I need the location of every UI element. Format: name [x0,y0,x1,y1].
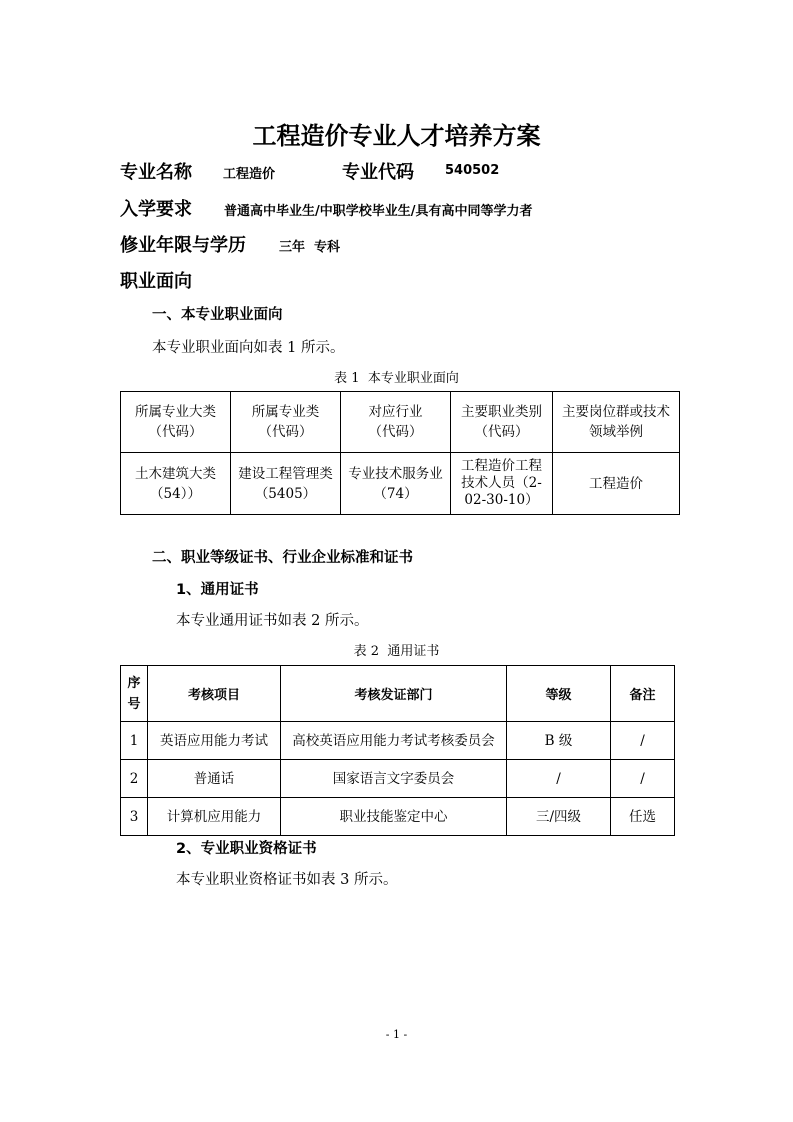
subsection-1-title: 1、通用证书 [176,582,259,598]
table-2-cell-item: 计算机应用能力 [148,798,281,836]
table-1-header-cell: 主要岗位群或技术 领域举例 [553,392,680,453]
subsection-2-text: 本专业职业资格证书如表 3 所示。 [176,872,398,888]
admission-label: 入学要求 [120,199,192,220]
table-2-header-dept: 考核发证部门 [281,666,507,722]
duration-value: 三年 专科 [279,240,341,255]
section-1-title: 一、本专业职业面向 [152,307,283,323]
admission-value: 普通高中毕业生/中职学校毕业生/具有高中同等学力者 [224,204,533,219]
table-row [121,453,680,515]
table-row [121,760,675,798]
major-name-value: 工程造价 [223,167,276,182]
table-2-cell-level: / [507,760,611,798]
table-2 [120,665,675,836]
section-1-text: 本专业职业面向如表 1 所示。 [152,340,345,356]
table-2-cell-note: 任选 [611,798,675,836]
table-2-cell-no: 3 [121,798,148,836]
table-1-header-cell: 所属专业类 （代码） [231,392,341,453]
table-2-header-row [121,666,675,722]
table-1-caption: 表 1 本专业职业面向 [334,371,459,386]
table-1-cell: 工程造价工程 技术人员（2- 02-30-10） [451,453,553,515]
table-2-cell-level: 三/四级 [507,798,611,836]
subsection-2-title: 2、专业职业资格证书 [176,841,317,857]
table-1-header-cell: 所属专业大类 （代码） [121,392,231,453]
table-2-cell-no: 2 [121,760,148,798]
table-2-cell-no: 1 [121,722,148,760]
table-2-cell-item: 普通话 [148,760,281,798]
duration-label: 修业年限与学历 [120,235,246,256]
major-code-label: 专业代码 [342,162,414,183]
table-row [121,722,675,760]
table-1-header-cell: 主要职业类别 （代码） [451,392,553,453]
page-number: - 1 - [385,1028,408,1041]
subsection-1-text: 本专业通用证书如表 2 所示。 [176,613,369,629]
table-2-cell-item: 英语应用能力考试 [148,722,281,760]
page-title: 工程造价专业人才培养方案 [252,122,541,150]
section-2-title: 二、职业等级证书、行业企业标准和证书 [152,550,413,566]
table-1-cell: 专业技术服务业 （74） [341,453,451,515]
table-2-header-level: 等级 [507,666,611,722]
table-2-cell-dept: 国家语言文字委员会 [281,760,507,798]
career-label: 职业面向 [120,271,192,292]
table-2-caption: 表 2 通用证书 [353,644,440,659]
table-row [121,798,675,836]
table-2-cell-level: B 级 [507,722,611,760]
table-1-header-cell: 对应行业 （代码） [341,392,451,453]
table-1-cell: 工程造价 [553,453,680,515]
table-1-cell: 建设工程管理类 （5405） [231,453,341,515]
major-name-label: 专业名称 [120,162,192,183]
table-2-header-note: 备注 [611,666,675,722]
table-2-cell-dept: 职业技能鉴定中心 [281,798,507,836]
table-2-cell-dept: 高校英语应用能力考试考核委员会 [281,722,507,760]
table-2-header-no: 序 号 [121,666,148,722]
table-1 [120,391,680,515]
table-2-header-item: 考核项目 [148,666,281,722]
table-1-header-row [121,392,680,453]
table-1-cell: 土木建筑大类 （54）） [121,453,231,515]
table-2-cell-note: / [611,722,675,760]
major-code-value: 540502 [445,163,500,178]
table-2-cell-note: / [611,760,675,798]
